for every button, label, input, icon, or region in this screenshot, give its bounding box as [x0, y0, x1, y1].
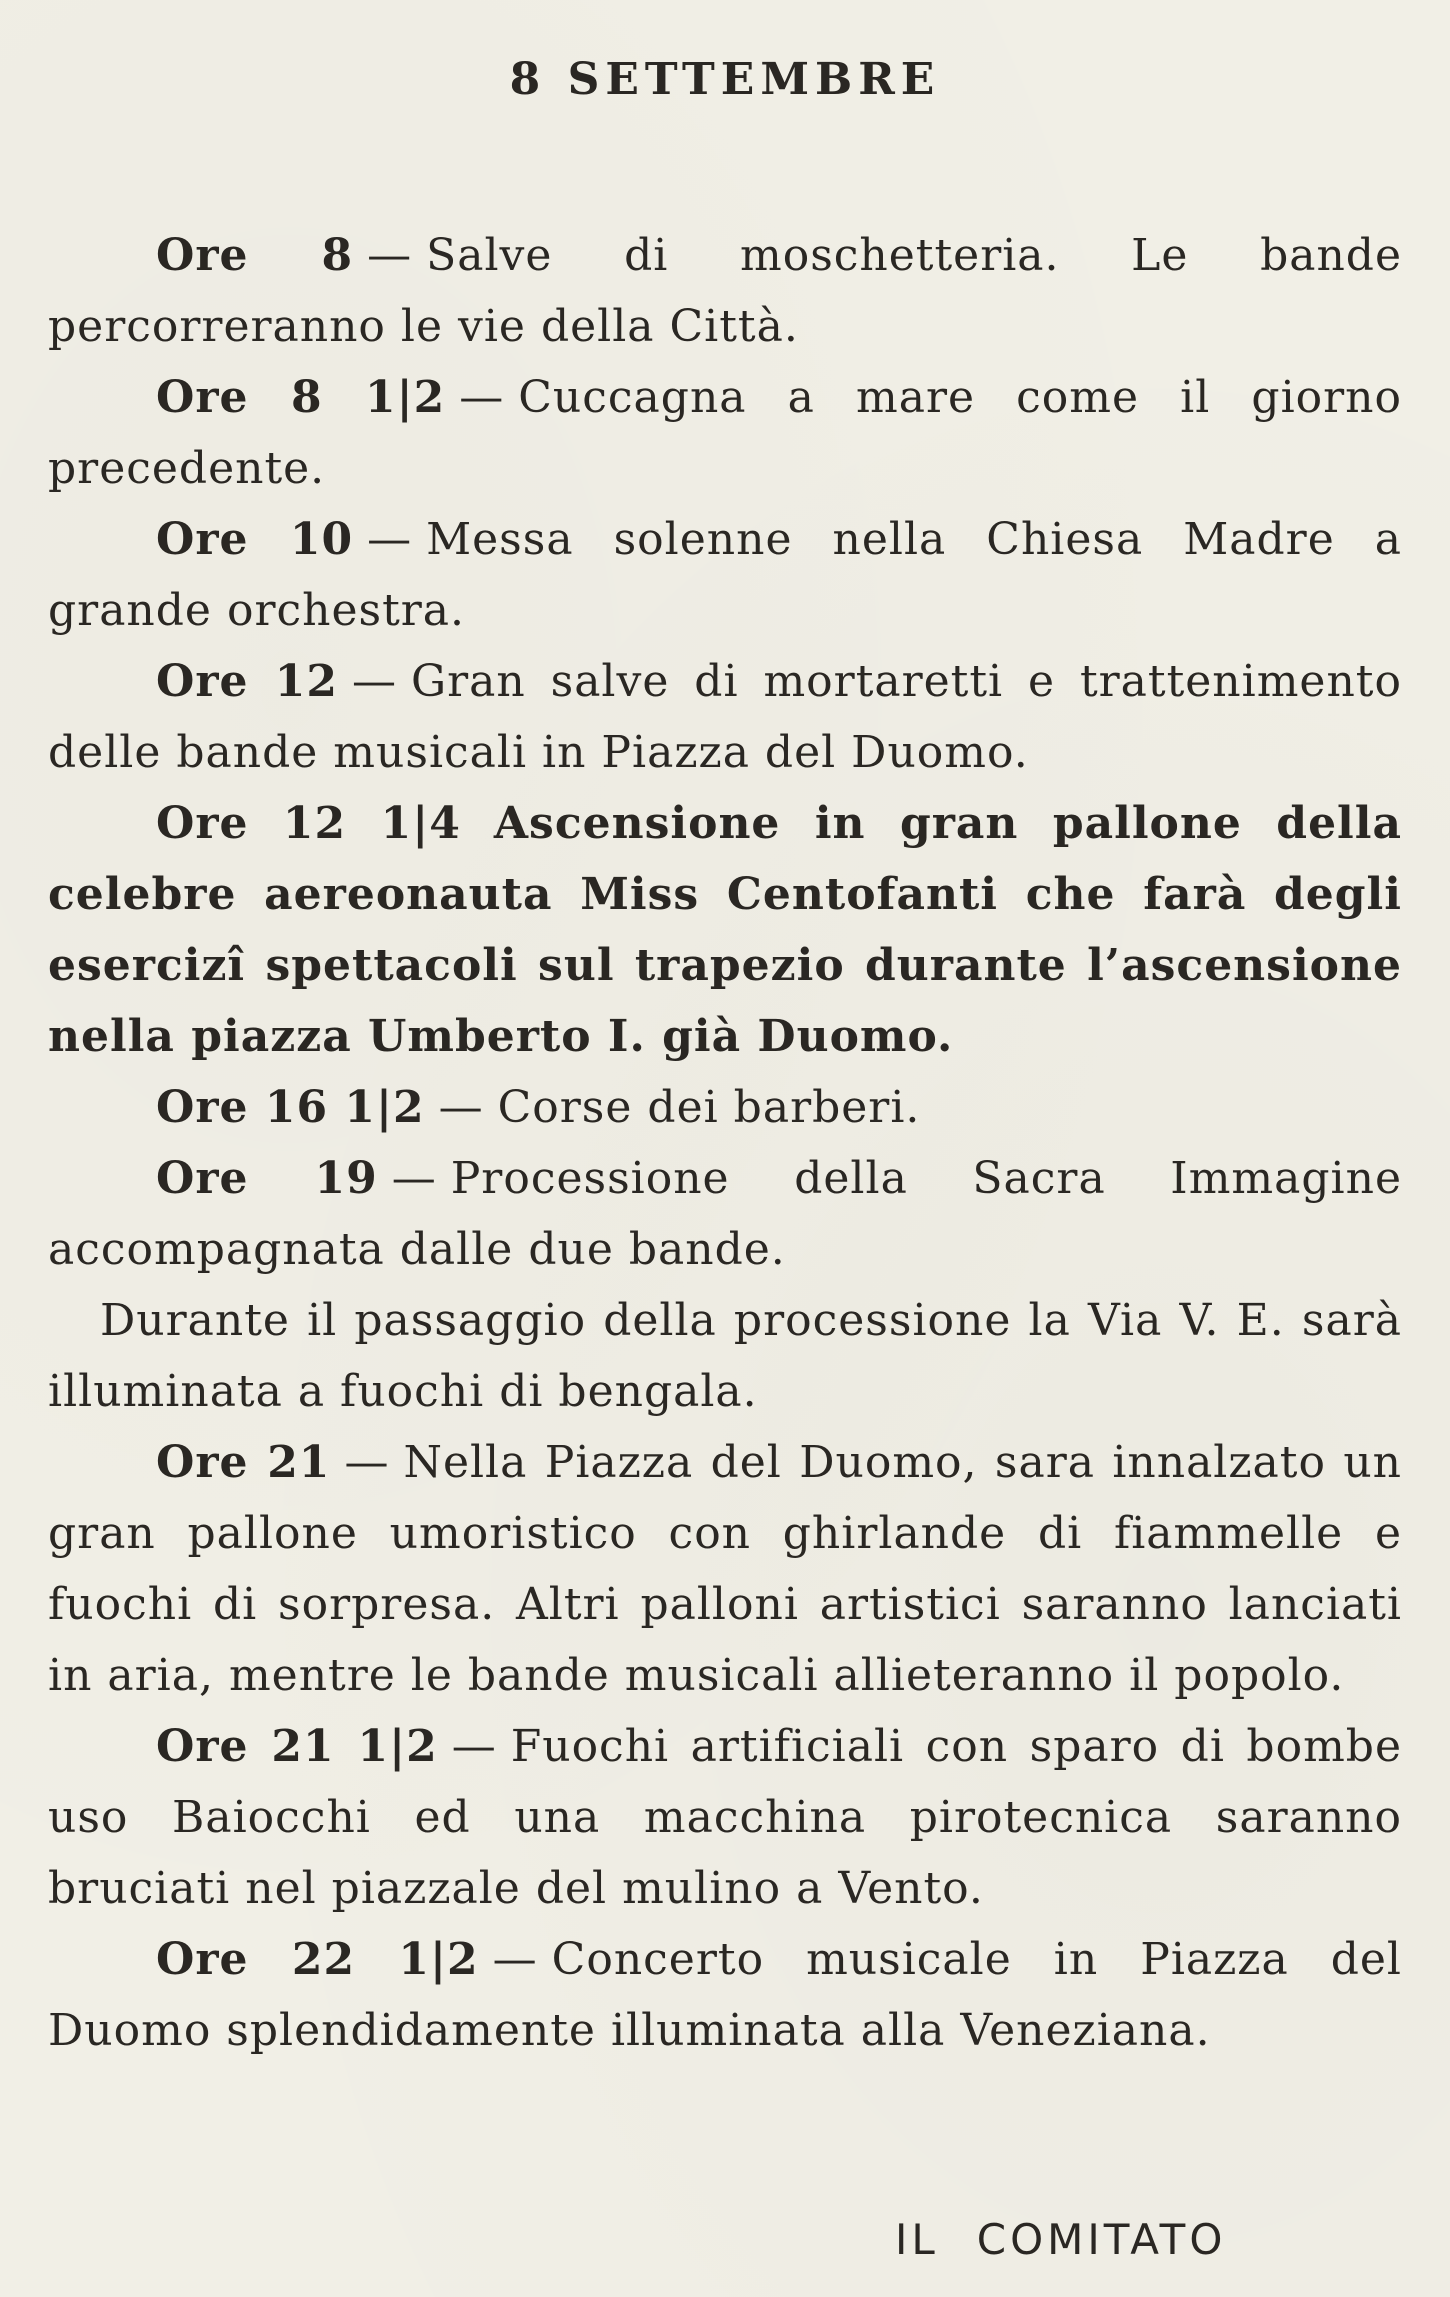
program-entry	[48, 362, 1402, 504]
entry-time: Ore 16 1|2	[156, 1082, 425, 1133]
entry-text: Ascensione in gran pallone della celebre aereonauta Miss Centofanti che farà degli esercizî spettacoli sul trapezio durante l’ascensione nella piazza Umberto I. già Duomo.	[48, 798, 1402, 1062]
program-entry	[48, 1143, 1402, 1285]
entry-text: Messa solenne nella Chiesa Madre a grande orchestra.	[48, 514, 1402, 636]
entry-time: Ore 12 1|4	[156, 798, 461, 849]
entry-time: Ore 21 1|2	[156, 1721, 438, 1772]
program-entry-highlight	[48, 788, 1402, 1072]
entry-text: Cuccagna a mare come il giorno precedente.	[48, 372, 1403, 494]
program-entry	[48, 1072, 1402, 1143]
program-entry	[48, 504, 1402, 646]
program-entry	[48, 220, 1402, 362]
entry-time: Ore 12	[156, 656, 338, 707]
program-body	[48, 220, 1402, 2066]
entry-text: Processione della Sacra Immagine accompagnata dalle due bande.	[48, 1153, 1402, 1275]
entry-text: Fuochi artificiali con sparo di bombe uso Baiocchi ed una macchina pirotecnica saranno bruciati nel piazzale del mulino a Vento.	[48, 1721, 1403, 1914]
entry-text: Concerto musicale in Piazza del Duomo splendidamente illuminata alla Veneziana.	[48, 1934, 1403, 2056]
program-entry	[48, 646, 1402, 788]
entry-dash: —	[451, 1721, 497, 1772]
signature-article: IL	[895, 2215, 939, 2264]
entry-dash: —	[391, 1153, 437, 1204]
program-entry	[48, 1711, 1402, 1924]
entry-time: Ore 22 1|2	[156, 1934, 479, 1985]
entry-text: Salve di moschetteria. Le bande percorreranno le vie della Città.	[48, 230, 1403, 352]
entry-dash: —	[459, 372, 505, 423]
entry-time: Ore 19	[156, 1153, 378, 1204]
entry-time: Ore 10	[156, 514, 354, 565]
entry-dash: —	[438, 1082, 484, 1133]
page-title: 8 SETTEMBRE	[509, 54, 941, 105]
entry-dash: —	[367, 514, 413, 565]
entry-time: Ore 8	[156, 230, 354, 281]
entry-time: Ore 8 1|2	[156, 372, 446, 423]
program-note	[48, 1285, 1402, 1427]
entry-time: Ore 21	[156, 1437, 331, 1488]
entry-dash: —	[351, 656, 397, 707]
program-entry	[48, 1924, 1402, 2066]
entry-dash: —	[492, 1934, 538, 1985]
entry-text: Nella Piazza del Duomo, sara innalzato un gran pallone umoristico con ghirlande di fiammelle e fuochi di sorpresa. Altri palloni artistici saranno lanciati in aria, mentre le bande musicali allieteranno il popolo.	[48, 1437, 1402, 1701]
entry-dash: —	[367, 230, 413, 281]
program-entry	[48, 1427, 1402, 1711]
entry-dash: —	[344, 1437, 390, 1488]
signature-name: COMITATO	[976, 2215, 1227, 2264]
note-text: Durante il passaggio della processione la Via V. E. sarà illuminata a fuochi di bengala.	[48, 1295, 1402, 1417]
signature	[895, 2210, 1226, 2270]
entry-text: Corse dei barberi.	[497, 1082, 921, 1133]
entry-text: Gran salve di mortaretti e trattenimento delle bande musicali in Piazza del Duomo.	[48, 656, 1402, 778]
